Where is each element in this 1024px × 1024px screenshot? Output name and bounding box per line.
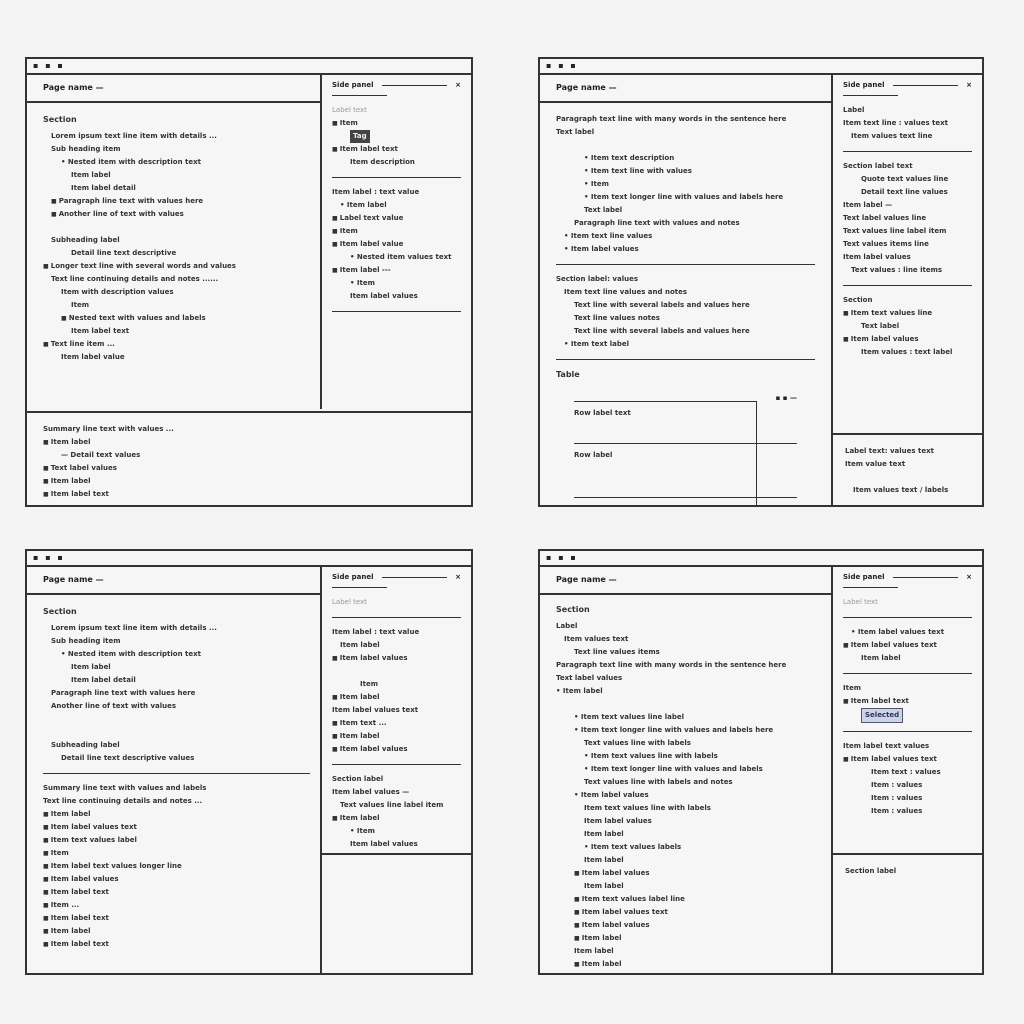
window-titlebar: ▪ ▪ ▪ bbox=[27, 551, 471, 567]
list-item[interactable]: Item values text bbox=[564, 635, 629, 643]
list-item[interactable]: Item label value bbox=[61, 353, 125, 361]
list-item[interactable]: Item label : text value bbox=[332, 628, 420, 636]
list-item[interactable]: Item bbox=[360, 680, 378, 688]
selected-tag[interactable]: Selected bbox=[861, 708, 903, 723]
list-item[interactable]: • Item label values text bbox=[851, 628, 945, 636]
list-item[interactable]: • Item text line with values bbox=[584, 167, 692, 175]
list-item[interactable]: Text line continuing details and notes ... bbox=[43, 797, 203, 805]
divider bbox=[843, 151, 972, 152]
list-item[interactable]: Label text bbox=[332, 106, 367, 114]
list-item[interactable]: Section bbox=[556, 605, 590, 614]
list-item[interactable]: Summary line text with values and labels bbox=[43, 784, 207, 792]
close-icon[interactable]: × bbox=[455, 81, 461, 89]
list-item[interactable]: Text label bbox=[584, 206, 623, 214]
list-item[interactable]: Item label bbox=[584, 882, 624, 890]
list-item[interactable]: Label bbox=[843, 106, 865, 114]
list-item[interactable]: Item with description values bbox=[61, 288, 174, 296]
list-item[interactable]: • Item text values line label bbox=[574, 713, 685, 721]
list-item[interactable]: Section label: values bbox=[556, 275, 639, 283]
window-titlebar: ▪ ▪ ▪ bbox=[27, 59, 471, 75]
list-item[interactable]: ■ Item label values bbox=[843, 333, 972, 346]
list-item[interactable]: ■ Item text ... bbox=[332, 717, 461, 730]
list-item[interactable]: ■ Paragraph line text with values here bbox=[43, 195, 304, 208]
list-item[interactable]: Item bbox=[71, 301, 89, 309]
side-panel-title: Side panel bbox=[332, 573, 374, 581]
list-item[interactable]: ■ Item text values line bbox=[843, 307, 972, 320]
side-panel-header bbox=[332, 573, 461, 581]
side-panel bbox=[833, 73, 982, 433]
list-item[interactable]: ■ Item label bbox=[556, 932, 815, 945]
list-item[interactable]: Text label bbox=[556, 128, 595, 136]
list-item[interactable]: ■ Item label text bbox=[43, 488, 455, 501]
window-titlebar: ▪ ▪ ▪ bbox=[540, 59, 982, 75]
list-item[interactable]: Item value text bbox=[845, 460, 906, 468]
list-item[interactable]: Item text : values bbox=[871, 768, 941, 776]
list-item[interactable]: • Nested item with description text bbox=[61, 650, 201, 658]
list-item[interactable]: ■ Nested text with values and labels bbox=[43, 312, 304, 325]
list-item[interactable]: Another line of text with values bbox=[51, 702, 177, 710]
list-item[interactable]: ■ Item label text bbox=[43, 938, 304, 951]
list-item[interactable]: Sub heading item bbox=[51, 145, 121, 153]
list-item[interactable]: • Item bbox=[584, 180, 609, 188]
list-item[interactable]: Item : values bbox=[871, 807, 923, 815]
list-item[interactable]: Text line with several labels and values here bbox=[574, 301, 750, 309]
list-item[interactable]: • Item bbox=[350, 827, 375, 835]
list-item[interactable]: Item label detail bbox=[71, 184, 136, 192]
list-item[interactable]: Detail line text descriptive bbox=[71, 249, 177, 257]
list-item[interactable]: Item label values bbox=[584, 817, 652, 825]
list-item[interactable]: ■ Item label bbox=[43, 436, 455, 449]
bottom-section bbox=[27, 411, 471, 505]
list-item[interactable]: • Item label values bbox=[574, 791, 649, 799]
list-item[interactable]: Item label values bbox=[350, 840, 418, 848]
table-row[interactable]: Row label bbox=[574, 451, 613, 459]
list-item[interactable]: Section bbox=[43, 607, 77, 616]
list-item[interactable]: • Item text label bbox=[564, 340, 630, 348]
side-panel-title: Side panel bbox=[843, 81, 885, 89]
list-item[interactable]: Section bbox=[843, 296, 873, 304]
list-item[interactable]: Text values : line items bbox=[851, 266, 943, 274]
list-item[interactable]: Item label detail bbox=[71, 676, 136, 684]
list-item[interactable]: Paragraph text line with many words in the sentence here bbox=[556, 115, 787, 123]
page-title: Page name — bbox=[27, 565, 320, 595]
list-item[interactable]: ■ Item text values label line bbox=[556, 893, 815, 906]
list-item[interactable]: ■ Item label values bbox=[556, 919, 815, 932]
list-item[interactable]: ■ Item label value bbox=[332, 238, 461, 251]
side-panel bbox=[833, 565, 982, 853]
table-row[interactable]: Row label text bbox=[574, 409, 631, 417]
list-item[interactable]: Item label : text value bbox=[332, 188, 420, 196]
list-item[interactable]: Sub heading item bbox=[51, 637, 121, 645]
list-item[interactable]: ■ Item label values bbox=[43, 873, 304, 886]
list-item[interactable]: Item label bbox=[861, 654, 901, 662]
list-item[interactable]: Item values text / labels bbox=[853, 486, 949, 494]
window-2 bbox=[538, 57, 984, 507]
list-item[interactable]: Item values text line bbox=[851, 132, 933, 140]
list-item[interactable]: ■ Item label text bbox=[43, 912, 304, 925]
list-item[interactable]: Item label bbox=[584, 856, 624, 864]
list-item[interactable]: ■ Item label values text bbox=[43, 821, 304, 834]
footer-label: Section label bbox=[845, 867, 897, 875]
divider bbox=[843, 285, 972, 286]
main-panel bbox=[27, 73, 322, 409]
list-item[interactable]: Text line with several labels and values here bbox=[574, 327, 750, 335]
main-content bbox=[27, 595, 320, 973]
list-item bbox=[332, 665, 461, 678]
list-item[interactable]: Text line values notes bbox=[574, 314, 660, 322]
list-item[interactable]: Paragraph text line with many words in the sentence here bbox=[556, 661, 787, 669]
list-item[interactable]: Label bbox=[556, 622, 578, 630]
list-item bbox=[845, 471, 970, 484]
page-title: Page name — bbox=[27, 73, 320, 103]
list-item[interactable]: ■ Item label bbox=[43, 925, 304, 938]
list-item[interactable]: Text values line label item bbox=[843, 227, 947, 235]
list-item[interactable]: • Item text longer line with values and labels bbox=[584, 765, 763, 773]
list-item[interactable]: — Detail text values bbox=[61, 451, 141, 459]
list-item[interactable]: • Nested item values text bbox=[350, 253, 452, 261]
list-item[interactable]: ■ Item label --- bbox=[332, 264, 461, 277]
list-item[interactable]: ■ Another line of text with values bbox=[43, 208, 304, 221]
list-item[interactable]: • Item bbox=[350, 279, 375, 287]
list-item[interactable]: ■ Text line item ... bbox=[43, 338, 304, 351]
data-table bbox=[574, 394, 797, 507]
main-content bbox=[27, 103, 320, 409]
list-item[interactable]: ■ Item label bbox=[332, 730, 461, 743]
list-item[interactable]: Section bbox=[43, 115, 77, 124]
list-item[interactable]: • Item label bbox=[340, 201, 387, 209]
side-panel-footer bbox=[833, 853, 982, 973]
list-item[interactable]: Item text line : values text bbox=[843, 119, 948, 127]
list-item[interactable]: • Item text values line with labels bbox=[584, 752, 718, 760]
close-icon[interactable]: × bbox=[966, 81, 972, 89]
list-item bbox=[556, 698, 815, 711]
list-item[interactable]: • Item text longer line with values and labels here bbox=[574, 726, 774, 734]
list-item[interactable]: Item label values bbox=[843, 253, 911, 261]
list-item[interactable]: ■ Item ... bbox=[43, 899, 304, 912]
list-item[interactable]: Item label bbox=[574, 947, 614, 955]
list-item[interactable]: Subheading label bbox=[51, 741, 120, 749]
side-panel-header bbox=[843, 573, 972, 581]
list-item[interactable]: Paragraph line text with values here bbox=[51, 689, 196, 697]
list-item[interactable]: ■ Item label values bbox=[332, 652, 461, 665]
side-panel-footer bbox=[322, 853, 471, 973]
list-item[interactable]: Text label values line bbox=[843, 214, 927, 222]
list-item[interactable]: Item : values bbox=[871, 781, 923, 789]
list-item[interactable]: Text values line label item bbox=[340, 801, 444, 809]
list-item[interactable]: Item label bbox=[340, 641, 380, 649]
window-4 bbox=[538, 549, 984, 975]
list-item[interactable]: Detail line text descriptive values bbox=[61, 754, 195, 762]
side-panel-title: Side panel bbox=[332, 81, 374, 89]
list-item[interactable]: Item label bbox=[71, 171, 111, 179]
list-item[interactable]: • Item label values bbox=[564, 245, 639, 253]
window-titlebar: ▪ ▪ ▪ bbox=[540, 551, 982, 567]
list-item[interactable]: Item description bbox=[350, 158, 415, 166]
main-panel bbox=[540, 565, 833, 973]
list-item[interactable]: Label text bbox=[843, 598, 878, 606]
list-item[interactable]: Item label — bbox=[843, 201, 893, 209]
list-item[interactable]: Item label values text bbox=[332, 706, 419, 714]
list-item[interactable]: Section label bbox=[332, 775, 384, 783]
list-item[interactable]: Text values line with labels bbox=[584, 739, 691, 747]
list-item[interactable]: • Nested item with description text bbox=[61, 158, 201, 166]
list-item[interactable]: ■ Item label bbox=[332, 691, 461, 704]
list-item[interactable]: Item text values line with labels bbox=[584, 804, 711, 812]
list-item[interactable]: ■ Item label bbox=[43, 808, 304, 821]
list-item bbox=[43, 713, 304, 726]
list-item[interactable]: Text label values bbox=[556, 674, 623, 682]
list-item[interactable]: ■ Item label bbox=[556, 958, 815, 971]
list-item[interactable]: ■ Item label values bbox=[556, 867, 815, 880]
list-item[interactable]: ■ Item label values text bbox=[556, 906, 815, 919]
list-item bbox=[43, 221, 304, 234]
list-item[interactable]: Label text bbox=[332, 598, 367, 606]
table-controls[interactable]: ▪ ▪ — bbox=[775, 394, 797, 402]
list-item[interactable]: Text label bbox=[861, 322, 900, 330]
list-item[interactable]: Item label bbox=[71, 663, 111, 671]
side-panel-title: Side panel bbox=[843, 573, 885, 581]
window-1 bbox=[25, 57, 473, 507]
list-item[interactable]: Item label values — bbox=[332, 788, 410, 796]
list-item[interactable]: ■ Item bbox=[43, 847, 304, 860]
list-item[interactable]: Item values : text label bbox=[861, 348, 953, 356]
list-item[interactable]: Item : values bbox=[871, 794, 923, 802]
page-title: Page name — bbox=[540, 565, 831, 595]
page-title: Page name — bbox=[540, 73, 831, 103]
list-item[interactable]: Text line values items bbox=[574, 648, 660, 656]
list-item[interactable]: Text line continuing details and notes ...... bbox=[51, 275, 219, 283]
list-item[interactable]: ■ Item label bbox=[332, 812, 461, 825]
list-item[interactable]: ■ Item label bbox=[43, 475, 455, 488]
list-item[interactable]: ■ Item label text values longer line bbox=[43, 860, 304, 873]
list-item[interactable]: Item label bbox=[584, 830, 624, 838]
list-item[interactable]: Quote text values line bbox=[861, 175, 949, 183]
side-panel bbox=[322, 565, 471, 853]
side-panel-header bbox=[332, 81, 461, 89]
list-item[interactable]: ■ Longer text line with several words and values bbox=[43, 260, 304, 273]
table-title: Table bbox=[556, 370, 580, 379]
list-item[interactable]: Subheading label bbox=[51, 236, 120, 244]
list-item bbox=[43, 726, 304, 739]
close-icon[interactable]: × bbox=[966, 573, 972, 581]
window-3 bbox=[25, 549, 473, 975]
main-panel bbox=[27, 565, 322, 973]
list-item[interactable]: Lorem ipsum text line item with details ... bbox=[51, 624, 217, 632]
list-item[interactable]: Text values line with labels and notes bbox=[584, 778, 733, 786]
list-item[interactable]: Label text: values text bbox=[845, 447, 934, 455]
list-item[interactable]: Lorem ipsum text line item with details ... bbox=[51, 132, 217, 140]
side-panel-footer bbox=[833, 433, 982, 505]
list-item[interactable]: Text values items line bbox=[843, 240, 929, 248]
list-item[interactable]: Item label values bbox=[350, 292, 418, 300]
tag-chip[interactable]: Tag bbox=[350, 130, 370, 143]
list-item[interactable]: ■ Item label values text bbox=[843, 639, 972, 652]
list-item[interactable]: ■ Text label values bbox=[43, 462, 455, 475]
list-item[interactable]: ■ Item bbox=[332, 225, 461, 238]
list-item[interactable]: • Item text longer line with values and labels here bbox=[584, 193, 784, 201]
list-item[interactable]: • Item text description bbox=[584, 154, 675, 162]
side-item[interactable]: ■ Item label text bbox=[843, 695, 972, 708]
list-item[interactable]: Item label text bbox=[71, 327, 130, 335]
main-content bbox=[540, 595, 831, 973]
list-item[interactable]: ■ Item label values bbox=[332, 743, 461, 756]
list-item[interactable]: • Item text values labels bbox=[584, 843, 682, 851]
list-item bbox=[556, 139, 815, 152]
list-item[interactable]: Section label text bbox=[843, 162, 913, 170]
list-item[interactable]: • Item text line values bbox=[564, 232, 653, 240]
main-panel bbox=[540, 73, 833, 505]
list-item[interactable]: ■ Item label values text bbox=[843, 753, 972, 766]
list-item[interactable]: Summary line text with values ... bbox=[43, 425, 174, 433]
list-item[interactable]: Paragraph line text with values and notes bbox=[574, 219, 740, 227]
list-item[interactable]: ■ Item label text bbox=[332, 143, 461, 156]
close-icon[interactable]: × bbox=[455, 573, 461, 581]
main-content bbox=[540, 103, 831, 505]
list-item[interactable]: Detail text line values bbox=[861, 188, 948, 196]
list-item[interactable]: Item text line values and notes bbox=[564, 288, 688, 296]
list-item[interactable]: • Item label bbox=[556, 687, 603, 695]
side-section-label: Item bbox=[843, 684, 861, 692]
list-item[interactable]: Item label text values bbox=[843, 742, 930, 750]
side-panel-header bbox=[843, 81, 972, 89]
list-item[interactable]: ■ Item text values label bbox=[43, 834, 304, 847]
list-item[interactable]: ■ Item bbox=[332, 117, 461, 130]
list-item[interactable]: ■ Item label text bbox=[43, 886, 304, 899]
side-panel bbox=[322, 73, 471, 409]
list-item[interactable]: ■ Label text value bbox=[332, 212, 461, 225]
